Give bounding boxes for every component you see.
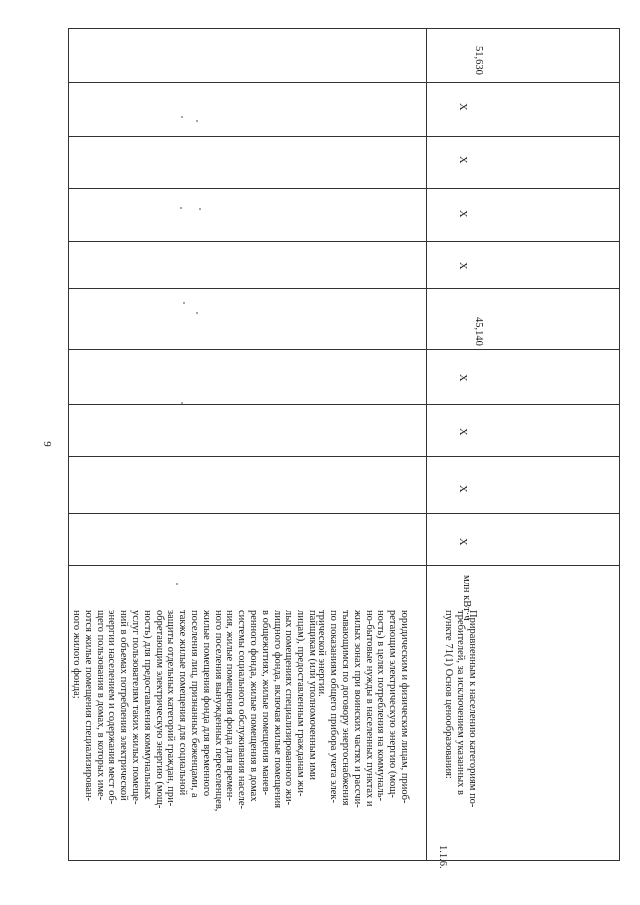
section1-text: пайщикам (или уполномоченным ими лицам), предоставленным гражданам жи- лых помещениях специализированного жи- лищного фонда, включая жилые помещения в общежитиях, жилые помещения манев- ренного фонда, жилые помещения в домах системы социального обслуживания населе- ния, жилые помещения фонда для времен- ного поселения вынужденных переселенцев, жилые помещения фонда для временного поселения лиц, признанных беженцами, а также жилые помещения для социальной защиты отдельных категорий граждан, при- обретающим электрическую энергию (мощ- ность) для предоставления коммунальных услуг пользователям таких жилых помеще- ний в объемах потребления электрической энергии населением и содержания мест об- щего пользования в домах, в которых име- ются жилые помещения специализирован- ного жилого фонда; — [71, 610, 318, 812]
value-cell: 51,630 — [473, 46, 484, 75]
value-cell: X — [457, 374, 468, 382]
unit-label: млн кВт·ч — [461, 575, 472, 621]
scan-speck — [196, 312, 198, 314]
scan-speck — [181, 116, 183, 118]
scan-speck — [176, 583, 178, 585]
value-cell: X — [457, 156, 468, 164]
row-number: 1.1.6. — [437, 845, 448, 869]
section2-text: юридическим и физическим лицам, приоб- ретающим электрическую энергию (мощ- ность) в целях потребления на коммуналь- но-бытовые нужды в населенных пунктах и жилых зонах при воинских частях и рассчи- тывающимся по договору энергоснабжения по показаниям общего прибора учета элек- трической энергии. — [316, 610, 410, 808]
page-number: 9 — [40, 441, 53, 447]
table-border-top — [68, 28, 620, 29]
scan-speck — [183, 302, 185, 304]
value-cell: X — [457, 210, 468, 218]
value-cell: X — [457, 428, 468, 436]
value-cell: 45,140 — [473, 317, 484, 346]
row-description: Приравненным к населению категориям по- требителей, за исключением указанных в пункте 71(1) Основ ценообразования: — [443, 610, 478, 808]
scan-speck — [180, 207, 182, 209]
scan-speck — [181, 402, 183, 404]
row-separator — [426, 28, 427, 861]
table-border-right — [619, 28, 620, 861]
table-border-left — [68, 28, 69, 861]
value-cell: X — [457, 485, 468, 493]
value-cell: X — [457, 262, 468, 270]
scan-speck — [199, 208, 201, 210]
header-cell-divider — [68, 565, 620, 566]
scan-speck — [196, 120, 198, 122]
value-cell: X — [457, 103, 468, 111]
value-cell: X — [457, 538, 468, 546]
table-border-bottom — [68, 860, 620, 861]
